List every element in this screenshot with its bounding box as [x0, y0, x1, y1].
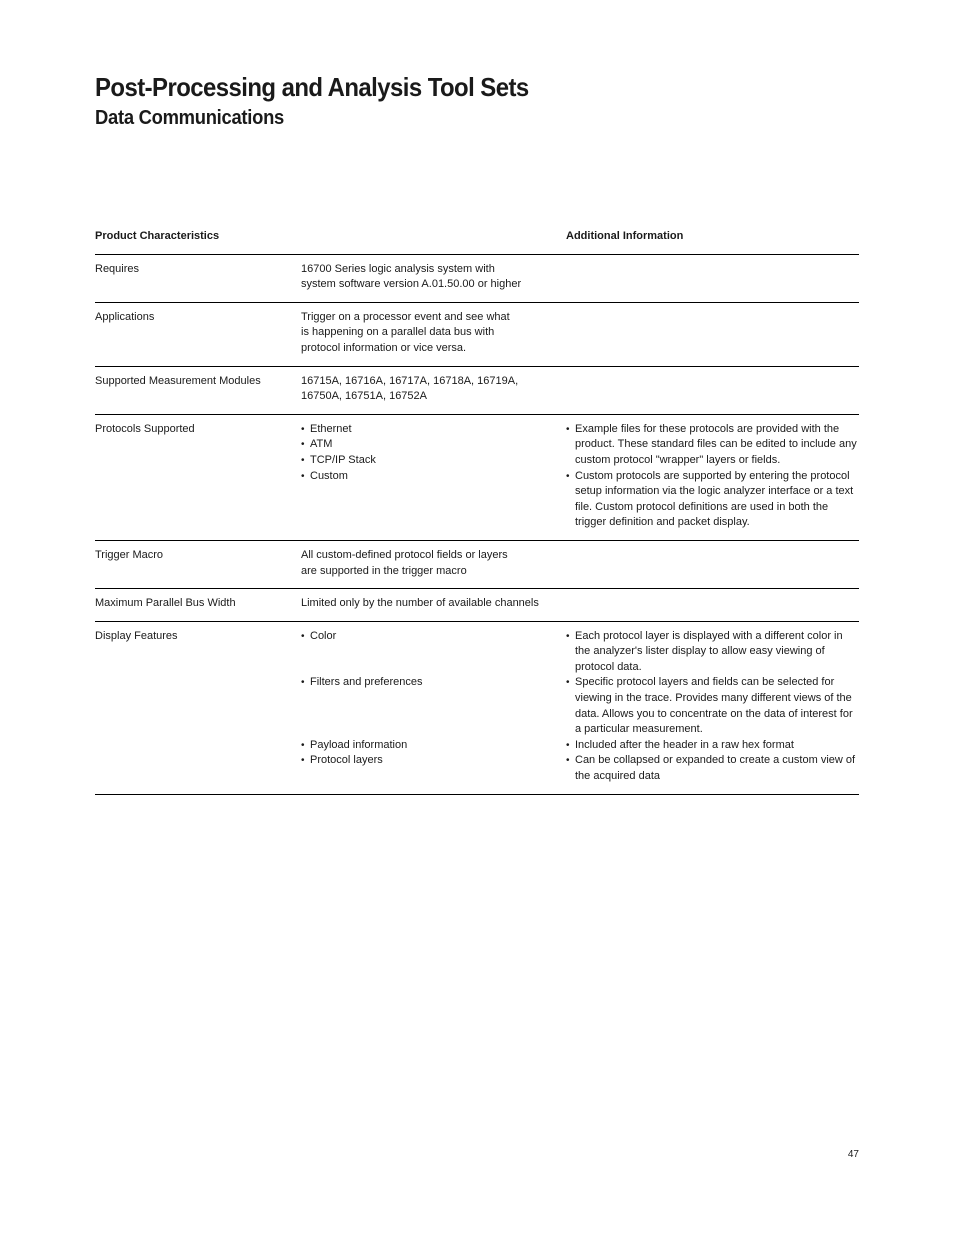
page-title: Post-Processing and Analysis Tool Sets	[95, 72, 529, 102]
list-item: • Can be collapsed or expanded to create a custom view of the acquired data	[566, 753, 859, 784]
row-additional-info	[558, 540, 859, 588]
list-item: • Specific protocol layers and fields can be selected for viewing in the trace. Provides many different views of the data. Allows you to concentrate on the data of interest for a particular measurement.	[566, 675, 859, 737]
row-label: Protocols Supported	[95, 414, 293, 540]
row-label: Display Features	[95, 621, 293, 794]
table-row-requires	[95, 254, 859, 302]
row-label: Supported Measurement Modules	[95, 366, 293, 414]
list-item: • Included after the header in a raw hex format	[566, 738, 859, 754]
protocol-info-list	[566, 422, 859, 531]
row-label: Requires	[95, 254, 293, 302]
list-item: • Custom protocols are supported by entering the protocol setup information via the logic analyzer interface or a text file. Custom protocol definitions are used in both the trigger definition and packet display.	[566, 469, 859, 531]
list-item: • ATM	[301, 437, 550, 453]
display-feature-list	[301, 629, 550, 769]
list-item: • Each protocol layer is displayed with a different color in the analyzer's lister display to allow easy viewing of protocol data.	[566, 629, 859, 676]
row-value	[293, 366, 558, 414]
product-characteristics-table	[95, 229, 859, 795]
row-label: Maximum Parallel Bus Width	[95, 589, 293, 622]
row-value	[293, 302, 558, 366]
table-header-row	[95, 229, 859, 254]
row-additional-info	[558, 302, 859, 366]
value-line: Trigger on a processor event and see what	[301, 310, 510, 323]
table-row-trigger-macro	[95, 540, 859, 588]
column-header-product-characteristics: Product Characteristics	[95, 229, 558, 254]
page-subtitle: Data Communications	[95, 107, 285, 129]
list-item: • Payload information	[301, 738, 550, 754]
value-line: Limited only by the number of available channels	[301, 597, 539, 610]
row-value	[293, 254, 558, 302]
column-header-additional-information: Additional Information	[558, 229, 859, 254]
list-item: • Filters and preferences	[301, 675, 550, 691]
table-row-display-features	[95, 621, 859, 794]
row-additional-info	[558, 621, 859, 794]
value-line: All custom-defined protocol fields or layers	[301, 548, 508, 561]
page-number: 47	[847, 1149, 859, 1160]
row-label: Applications	[95, 302, 293, 366]
display-feature-info-list	[566, 629, 859, 785]
value-line: system software version A.01.50.00 or higher	[301, 278, 522, 291]
row-value	[293, 621, 558, 794]
value-line: protocol information or vice versa.	[301, 341, 467, 354]
list-item: • Example files for these protocols are provided with the product. These standard files can be edited to include any custom protocol "wrapper" layers or fields.	[566, 422, 859, 469]
list-item: • TCP/IP Stack	[301, 453, 550, 469]
value-line: 16700 Series logic analysis system with	[301, 262, 495, 275]
table-row-measurement-modules	[95, 366, 859, 414]
table-row-protocols-supported	[95, 414, 859, 540]
protocol-list	[301, 422, 550, 484]
list-item: • Custom	[301, 469, 550, 485]
list-item: • Protocol layers	[301, 753, 550, 769]
row-additional-info	[558, 366, 859, 414]
list-item: • Ethernet	[301, 422, 550, 438]
row-label: Trigger Macro	[95, 540, 293, 588]
table-row-bus-width	[95, 589, 859, 622]
value-line: 16715A, 16716A, 16717A, 16718A, 16719A,	[301, 374, 519, 387]
row-value	[293, 414, 558, 540]
list-item: • Color	[301, 629, 550, 645]
row-additional-info	[558, 254, 859, 302]
value-line: 16750A, 16751A, 16752A	[301, 390, 428, 403]
value-line: is happening on a parallel data bus with	[301, 326, 495, 339]
row-additional-info	[558, 414, 859, 540]
table-row-applications	[95, 302, 859, 366]
value-line: are supported in the trigger macro	[301, 564, 467, 577]
row-value	[293, 589, 558, 622]
row-additional-info	[558, 589, 859, 622]
row-value	[293, 540, 558, 588]
